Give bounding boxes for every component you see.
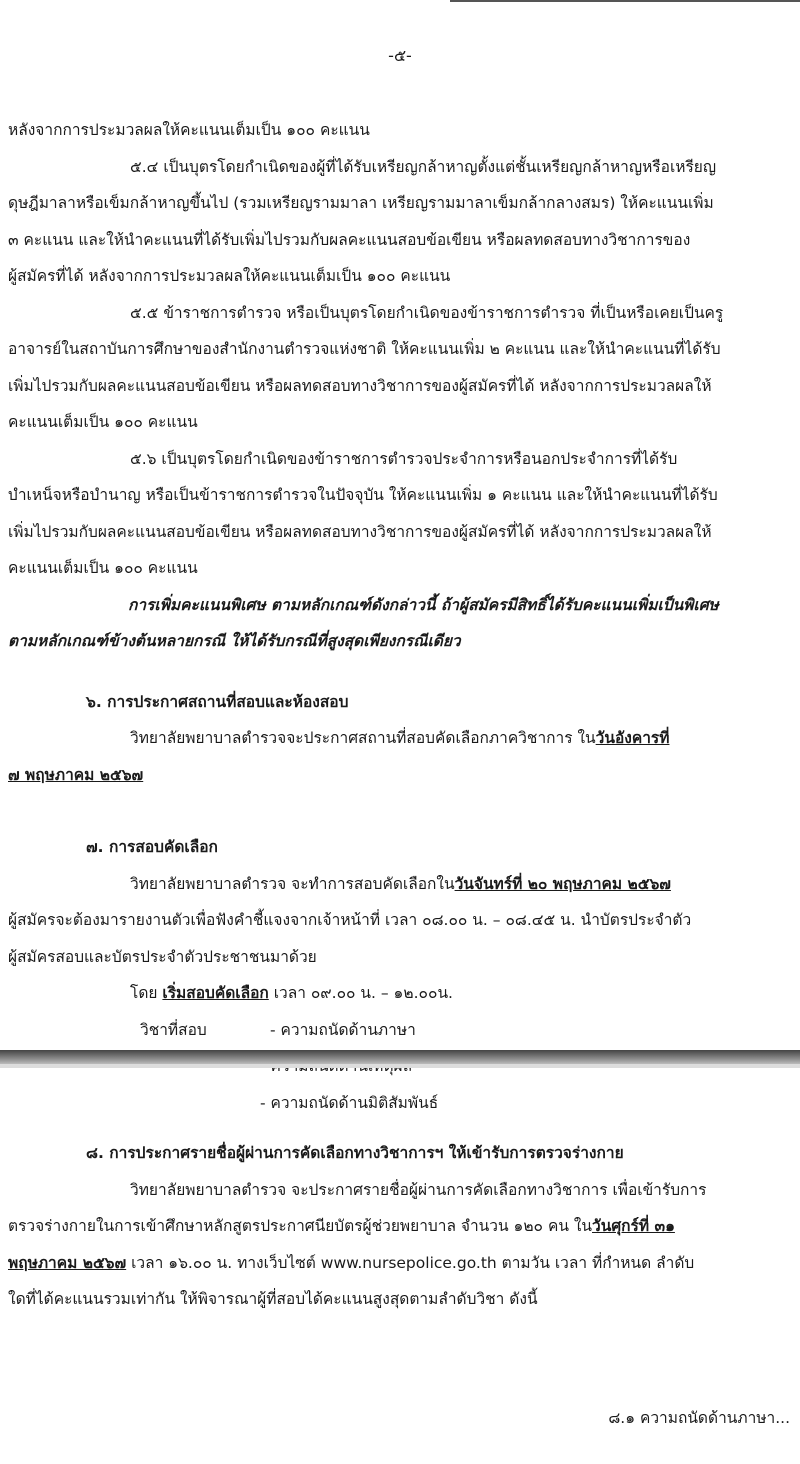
exam-start-line: โดย เริ่มสอบคัดเลือก เวลา ๐๙.๐๐ น. – ๑๒.๐๐น. bbox=[130, 984, 453, 1002]
exam-start-label: เริ่มสอบคัดเลือก bbox=[162, 984, 269, 1002]
text-line: ผู้สมัครที่ได้ หลังจากการประมวลผลให้คะแนนเต็มเป็น ๑๐๐ คะแนน bbox=[8, 267, 451, 285]
subject-item: - ความถนัดด้านมิติสัมพันธ์ bbox=[260, 1093, 439, 1112]
clause-5-5: ๕.๕ ข้าราชการตำรวจ หรือเป็นบุตรโดยกำเนิดของข้าราชการตำรวจ ที่เป็นหรือเคยเป็นครู bbox=[130, 303, 724, 322]
subject-row bbox=[8, 1012, 794, 1049]
text-line: ผู้สมัครสอบและบัตรประจำตัวประชาชนมาด้วย bbox=[8, 947, 317, 966]
text-line: ใดที่ได้คะแนนรวมเท่ากัน ให้พิจารณาผู้ที่สอบได้คะแนนสูงสุดตามลำดับวิชา ดังนี้ bbox=[8, 1290, 538, 1308]
exam-date: วันจันทร์ที่ ๒๐ พฤษภาคม ๒๕๖๗ bbox=[454, 874, 671, 893]
text-line: ๓ คะแนน และให้นำคะแนนที่ได้รับเพิ่มไปรวมกับผลคะแนนสอบข้อเขียน หรือผลทดสอบทางวิชาการของ bbox=[8, 230, 691, 249]
section-7-heading: ๗. การสอบคัดเลือก bbox=[86, 838, 218, 856]
text-line: หลังจากการประมวลผลให้คะแนนเต็มเป็น ๑๐๐ คะแนน bbox=[8, 121, 370, 139]
section-6-text: วิทยาลัยพยาบาลตำรวจจะประกาศสถานที่สอบคัดเลือกภาควิชาการ ในวันอังคารที่ bbox=[130, 729, 670, 747]
subject-item: - ความถนัดด้านภาษา bbox=[270, 1020, 416, 1039]
text-line: ดุษฎีมาลาหรือเข็มกล้าหาญขึ้นไป (รวมเหรียญรามมาลา เหรียญรามมาลาเข็มกล้ากลางสมร) ให้คะแนนเพิ่ม bbox=[8, 194, 714, 212]
section-6-date-line bbox=[8, 757, 794, 794]
clause-5-4: ๕.๔ เป็นบุตรโดยกำเนิดของผู้ที่ได้รับเหรียญกล้าหาญตั้งแต่ชั้นเหรียญกล้าหาญหรือเหรียญ bbox=[130, 157, 717, 176]
top-border-line bbox=[450, 0, 800, 2]
continuation-marker: ๘.๑ ความถนัดด้านภาษา... bbox=[608, 1408, 790, 1427]
special-score-note-cont: ตามหลักเกณฑ์ข้างต้นหลายกรณี ให้ได้รับกรณีที่สูงสุดเพียงกรณีเดียว bbox=[8, 632, 461, 650]
document-body bbox=[8, 112, 794, 1436]
section-6-heading: ๖. การประกาศสถานที่สอบและห้องสอบ bbox=[86, 692, 349, 711]
announce-date-cont: ๗ พฤษภาคม ๒๕๖๗ bbox=[8, 765, 144, 784]
text-line: ผู้สมัครจะต้องมารายงานตัวเพื่อฟังคำชี้แจงจากเจ้าหน้าที่ เวลา ๐๘.๐๐ น. – ๐๘.๔๕ น. นำบัตรประจำตัว bbox=[8, 911, 692, 929]
text-line: เพิ่มไปรวมกับผลคะแนนสอบข้อเขียน หรือผลทดสอบทางวิชาการของผู้สมัครที่ได้ หลังจากการประมวลผลให้ bbox=[8, 376, 712, 395]
section-8-text: ตรวจร่างกายในการเข้าศึกษาหลักสูตรประกาศนียบัตรผู้ช่วยพยาบาล จำนวน ๑๒๐ คน ในวันศุกร์ที่ ๓๑ bbox=[8, 1217, 675, 1235]
result-date-cont: พฤษภาคม ๒๕๖๗ bbox=[8, 1253, 127, 1272]
text-line: คะแนนเต็มเป็น ๑๐๐ คะแนน bbox=[8, 559, 198, 577]
subjects-label: วิชาที่สอบ bbox=[140, 1020, 207, 1039]
special-score-note: การเพิ่มคะแนนพิเศษ ตามหลักเกณฑ์ดังกล่าวนี้ ถ้าผู้สมัครมีสิทธิ์ได้รับคะแนนเพิ่มเป็นพิเศษ bbox=[128, 595, 719, 614]
page-number: -๕- bbox=[388, 46, 412, 65]
announce-date: วันอังคารที่ bbox=[595, 729, 670, 747]
footer-bar bbox=[0, 1050, 800, 1064]
section-8-date-line: พฤษภาคม ๒๕๖๗ เวลา ๑๖.๐๐ น. ทางเว็บไซต์ www.nursepolice.go.th ตามวัน เวลา ที่กำหนด ลำดับ bbox=[8, 1253, 695, 1272]
text-line: อาจารย์ในสถาบันการศึกษาของสำนักงานตำรวจแห่งชาติ ให้คะแนนเพิ่ม ๒ คะแนน และให้นำคะแนนที่ได้รับ bbox=[8, 340, 721, 358]
text-line: คะแนนเต็มเป็น ๑๐๐ คะแนน bbox=[8, 413, 198, 431]
clause-5-6: ๕.๖ เป็นบุตรโดยกำเนิดของข้าราชการตำรวจประจำการหรือนอกประจำการที่ได้รับ bbox=[130, 449, 678, 468]
footer-shadow bbox=[0, 1064, 800, 1068]
section-7-text: วิทยาลัยพยาบาลตำรวจ จะทำการสอบคัดเลือกในวันจันทร์ที่ ๒๐ พฤษภาคม ๒๕๖๗ bbox=[130, 874, 671, 893]
text-line: เพิ่มไปรวมกับผลคะแนนสอบข้อเขียน หรือผลทดสอบทางวิชาการของผู้สมัครที่ได้ หลังจากการประมวลผลให้ bbox=[8, 522, 712, 541]
text-line: วิทยาลัยพยาบาลตำรวจ จะประกาศรายชื่อผู้ผ่านการคัดเลือกทางวิชาการ เพื่อเข้ารับการ bbox=[130, 1180, 707, 1199]
section-8-heading: ๘. การประกาศรายชื่อผู้ผ่านการคัดเลือกทางวิชาการฯ ให้เข้ารับการตรวจร่างกาย bbox=[86, 1144, 624, 1162]
result-date: วันศุกร์ที่ ๓๑ bbox=[592, 1217, 675, 1235]
text-line: บำเหน็จหรือบำนาญ หรือเป็นข้าราชการตำรวจในปัจจุบัน ให้คะแนนเพิ่ม ๑ คะแนน และให้นำคะแนนที่ได้รับ bbox=[8, 486, 718, 504]
